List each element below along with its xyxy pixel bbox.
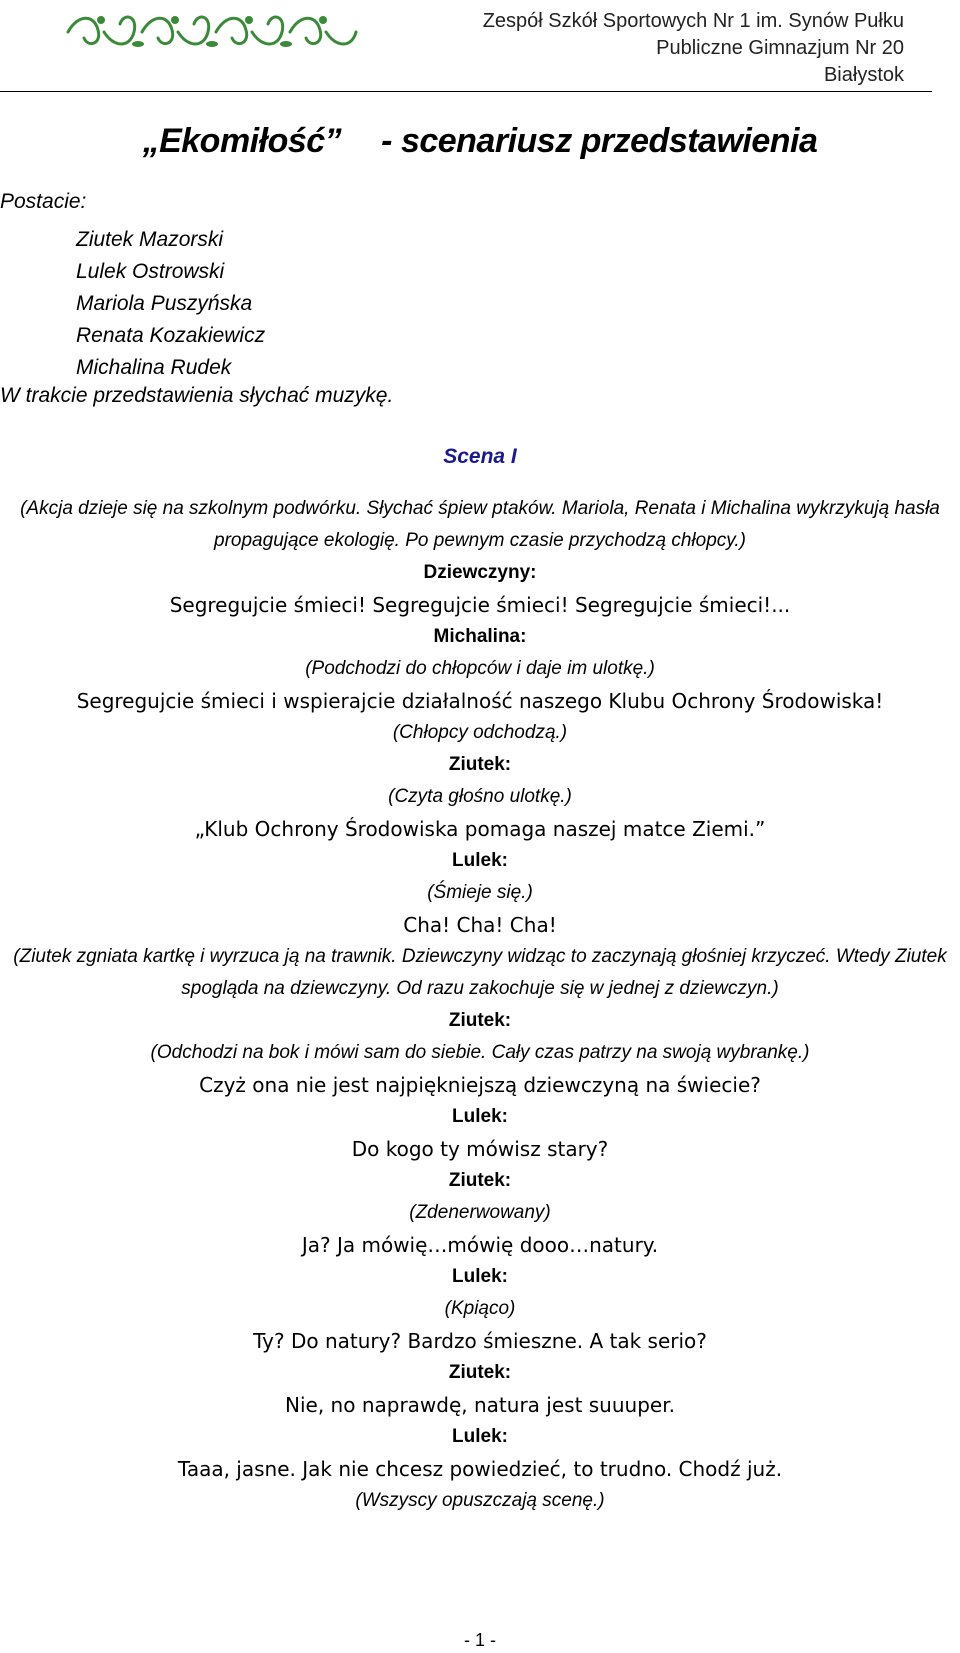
spoken-line: Segregujcie śmieci i wspierajcie działalność naszego Klubu Ochrony Środowiska! [76,689,884,713]
speaker-name: Lulek: [452,1106,508,1127]
stage-direction: (Chłopcy odchodzą.) [392,722,568,743]
cast-member: Michalina Rudek [76,356,232,379]
page-number: - 1 - [463,1630,496,1650]
speaker-name: Ziutek: [448,1170,512,1191]
spoken-line: „Klub Ochrony Środowiska pomaga naszej matce Ziemi.” [194,817,766,841]
stage-direction: (Kpiąco) [444,1298,516,1319]
scene-script [0,441,960,1517]
spoken-line: Taaa, jasne. Jak nie chcesz powiedzieć, to trudno. Chodź już. [177,1457,783,1481]
spoken-line: Cha! Cha! Cha! [403,913,557,937]
stage-direction: (Czyta głośno ulotkę.) [388,786,572,807]
stage-direction: (Wszyscy opuszczają scenę.) [355,1490,605,1511]
cast-member: Renata Kozakiewicz [76,324,266,347]
speaker-name: Lulek: [452,850,508,871]
stage-direction: (Zdenerwowany) [409,1202,551,1223]
stage-direction: (Odchodzi na bok i mówi sam do siebie. Cały czas patrzy na swoją wybrankę.) [150,1042,810,1063]
title-rest: - scenariusz przedstawienia [381,122,818,160]
music-note: W trakcie przedstawienia słychać muzykę. [0,384,394,407]
scene-lines [0,493,960,1517]
school-name: Zespół Szkół Sportowych Nr 1 im. Synów Pułku [482,10,904,32]
spoken-line: Do kogo ty mówisz stary? [351,1137,609,1161]
speaker-name: Ziutek: [448,754,512,775]
stage-direction: (Podchodzi do chłopców i daje im ulotkę.) [305,658,655,679]
school-city: Białystok [823,64,904,86]
speaker-name: Ziutek: [448,1010,512,1031]
spoken-line: Nie, no naprawdę, natura jest suuuper. [285,1393,675,1417]
cast-label: Postacie: [0,190,87,213]
page-title [0,122,960,161]
school-header [483,8,904,89]
header-divider [0,91,932,92]
stage-direction: (Ziutek zgniata kartkę i wyrzuca ją na trawnik. Dziewczyny widząc to zaczynają głośniej krzyczeć. Wtedy Ziutek spogląda na dziewczyny. Od razu zakochuje się w jednej z dziewczyn.) [13,946,947,999]
cast-member: Mariola Puszyńska [76,292,253,315]
stage-direction: (Śmieje się.) [427,882,533,903]
speaker-name: Dziewczyny: [423,562,537,583]
speaker-name: Ziutek: [448,1362,512,1383]
speaker-name: Lulek: [452,1266,508,1287]
speaker-name: Lulek: [452,1426,508,1447]
cast-member: Ziutek Mazorski [76,228,224,251]
scene-heading: Scena I [443,445,517,468]
cast-list [76,224,265,384]
school-gymnasium: Publiczne Gimnazjum Nr 20 [656,37,904,59]
spoken-line: Ty? Do natury? Bardzo śmieszne. A tak serio? [253,1329,707,1353]
stage-direction: (Akcja dzieje się na szkolnym podwórku. Słychać śpiew ptaków. Mariola, Renata i Michalina wykrzykują hasła propagujące ekologię. Po pewnym czasie przychodzą chłopcy.) [20,498,940,551]
spoken-line: Ja? Ja mówię…mówię dooo…natury. [301,1233,659,1257]
floral-ornament-icon [64,8,364,54]
speaker-name: Michalina: [433,626,527,647]
spoken-line: Segregujcie śmieci! Segregujcie śmieci! Segregujcie śmieci!... [169,593,791,617]
title-quoted: „Ekomiłość” [142,122,342,160]
cast-member: Lulek Ostrowski [76,260,225,283]
spoken-line: Czyż ona nie jest najpiękniejszą dziewczyną na świecie? [199,1073,761,1097]
